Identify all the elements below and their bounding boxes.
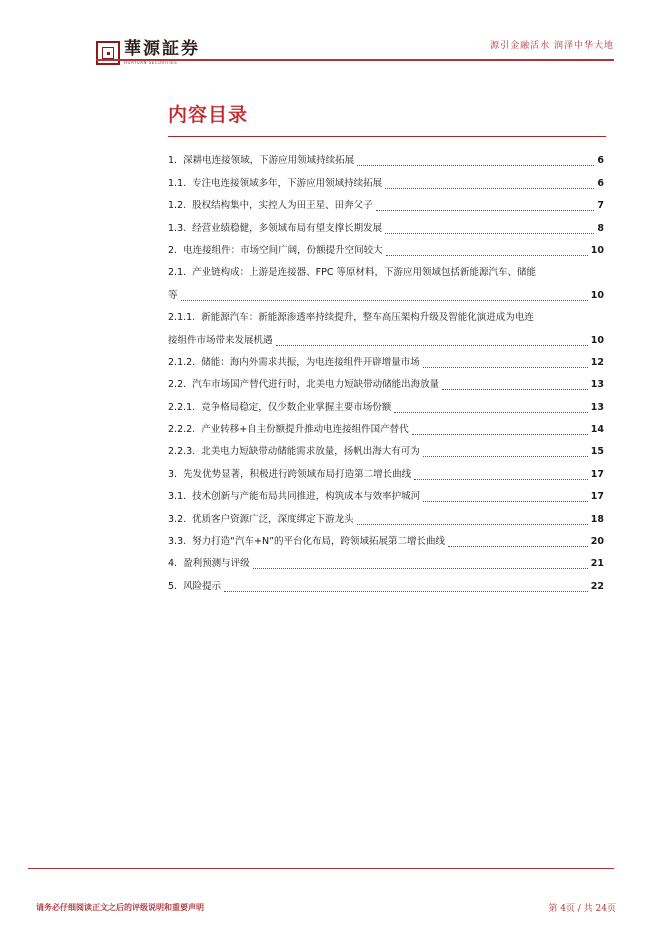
toc-entry-number: 1.: [168, 155, 178, 167]
toc-entry[interactable]: [168, 307, 604, 352]
toc-entry-text: 风险提示: [183, 580, 222, 592]
toc-entry-text: 新能源汽车：新能源渗透率持续提升，整车高压架构升级及智能化演进成为电连: [201, 312, 534, 324]
toc-entry-number: 2.1.1.: [168, 312, 196, 324]
toc-entry-text: 经营业绩稳健，多领域布局有望支撑长期发展: [192, 222, 383, 234]
toc-entry-page: 10: [590, 289, 604, 301]
toc-leader-dots: [181, 300, 588, 301]
toc-entry-number: 5.: [168, 580, 178, 592]
toc-entry-number: 2.2.1.: [168, 401, 196, 413]
toc-leader-dots: [423, 456, 588, 457]
toc-entry-number: 3.3.: [168, 536, 187, 548]
toc-leader-dots: [394, 412, 588, 413]
toc-entry[interactable]: [168, 217, 604, 239]
toc-entry-text: 产业链构成：上游是连接器、FPC 等原材料，下游应用领域包括新能源汽车、储能: [192, 267, 536, 279]
toc-entry-number: 1.3.: [168, 222, 187, 234]
toc-entry[interactable]: [168, 195, 604, 217]
toc-entry-page: 7: [597, 200, 604, 212]
page-header: [0, 0, 662, 70]
toc-entry-page: 17: [590, 491, 604, 503]
toc-entry-text: 产业转移+自主份额提升推动电连接组件国产替代: [201, 424, 409, 436]
toc-entry-text: 汽车市场国产替代进行时，北美电力短缺带动储能出海放量: [192, 379, 440, 391]
toc-entry[interactable]: [168, 463, 604, 485]
toc-leader-dots: [412, 434, 588, 435]
toc-entry-page: 10: [590, 334, 604, 346]
toc-entry[interactable]: [168, 553, 604, 575]
logo-seal-icon: [96, 41, 120, 65]
page-number: 第 4页 / 共 24页: [548, 904, 616, 914]
toc-entry-number: 2.2.3.: [168, 446, 196, 458]
toc-entry[interactable]: [168, 172, 604, 194]
title-divider: [168, 136, 606, 137]
toc-entry[interactable]: [168, 352, 604, 374]
toc-entry-text: 深耕电连接领域，下游应用领域持续拓展: [183, 155, 355, 167]
toc-entry-page: 8: [597, 222, 604, 234]
toc-leader-dots: [423, 367, 588, 368]
toc-leader-dots: [224, 591, 588, 592]
toc-entry[interactable]: [168, 396, 604, 418]
toc-entry-page: 22: [590, 580, 604, 592]
toc-entry-text: 盈利预测与评级: [183, 558, 250, 570]
toc-entry-page: 21: [590, 558, 604, 570]
footer-divider: [28, 868, 614, 869]
footer-disclaimer: 请务必仔细阅读正文之后的评级说明和重要声明: [36, 903, 204, 912]
toc-entry-page: 14: [590, 424, 604, 436]
toc-entry-number: 3.2.: [168, 513, 187, 525]
toc-entry-text: 电连接组件：市场空间广阔，份额提升空间较大: [183, 244, 383, 256]
toc-leader-dots: [357, 165, 594, 166]
toc-entry-number: 3.: [168, 468, 178, 480]
toc-leader-dots: [442, 389, 588, 390]
toc-entry-page: 10: [590, 244, 604, 256]
toc-entry[interactable]: [168, 575, 604, 597]
toc-entry-number: 1.2.: [168, 200, 187, 212]
toc-entry-number: 4.: [168, 558, 178, 570]
toc-entry-number: 2.1.2.: [168, 356, 196, 368]
toc-entry-page: 12: [590, 356, 604, 368]
header-divider: [96, 59, 614, 61]
toc-entry[interactable]: [168, 441, 604, 463]
toc-title: 内容目录: [168, 104, 249, 126]
toc-entry-text-continued: 接组件市场带来发展机遇: [168, 334, 273, 346]
toc-entry-page: 6: [597, 177, 604, 189]
toc-entry-page: 20: [590, 536, 604, 548]
table-of-contents: [168, 150, 604, 598]
toc-entry-page: 18: [590, 513, 604, 525]
toc-entry[interactable]: [168, 531, 604, 553]
toc-leader-dots: [376, 210, 595, 211]
toc-entry-text: 技术创新与产能布局共同推进，构筑成本与效率护城河: [192, 491, 421, 503]
toc-leader-dots: [448, 546, 588, 547]
toc-entry-text: 储能：海内外需求共振，为电连接组件开辟增量市场: [201, 356, 420, 368]
toc-entry-number: 3.1.: [168, 491, 187, 503]
toc-entry-number: 2.1.: [168, 267, 187, 279]
toc-entry-text: 股权结构集中，实控人为田王星、田奔父子: [192, 200, 373, 212]
toc-entry-page: 13: [590, 401, 604, 413]
toc-entry-text: 专注电连接领域多年，下游应用领域持续拓展: [192, 177, 383, 189]
toc-leader-dots: [385, 233, 594, 234]
toc-leader-dots: [253, 568, 588, 569]
toc-leader-dots: [386, 255, 588, 256]
toc-entry-text: 努力打造“汽车+N”的平台化布局，跨领域拓展第二增长曲线: [192, 536, 446, 548]
toc-entry-number: 2.2.: [168, 379, 187, 391]
toc-entry[interactable]: [168, 240, 604, 262]
toc-entry-page: 6: [597, 155, 604, 167]
toc-entry-text: 北美电力短缺带动储能需求放量，扬帆出海大有可为: [201, 446, 420, 458]
toc-entry[interactable]: [168, 508, 604, 530]
toc-entry-number: 1.1.: [168, 177, 187, 189]
toc-entry-page: 15: [590, 446, 604, 458]
toc-leader-dots: [276, 345, 588, 346]
toc-entry-text: 竞争格局稳定，仅少数企业掌握主要市场份额: [201, 401, 392, 413]
toc-entry-number: 2.2.2.: [168, 424, 196, 436]
toc-entry[interactable]: [168, 374, 604, 396]
toc-entry[interactable]: [168, 150, 604, 172]
toc-entry[interactable]: [168, 419, 604, 441]
header-slogan: 源引金融活水 润泽中华大地: [490, 41, 614, 51]
toc-leader-dots: [385, 188, 594, 189]
toc-leader-dots: [357, 524, 588, 525]
toc-entry[interactable]: [168, 262, 604, 307]
toc-entry-text: 优质客户资源广泛，深度绑定下游龙头: [192, 513, 354, 525]
toc-entry-number: 2.: [168, 244, 178, 256]
company-logo: [96, 40, 200, 65]
toc-entry-page: 17: [590, 468, 604, 480]
logo-chinese-name: 華源証券: [124, 39, 200, 59]
toc-entry-text: 先发优势显著，积极进行跨领域布局打造第二增长曲线: [183, 468, 412, 480]
toc-entry[interactable]: [168, 486, 604, 508]
toc-entry-text-continued: 等: [168, 289, 178, 301]
toc-entry-page: 13: [590, 379, 604, 391]
toc-leader-dots: [423, 501, 588, 502]
toc-leader-dots: [414, 479, 588, 480]
logo-english-name: HUAYUAN SECURITIES: [124, 60, 178, 65]
